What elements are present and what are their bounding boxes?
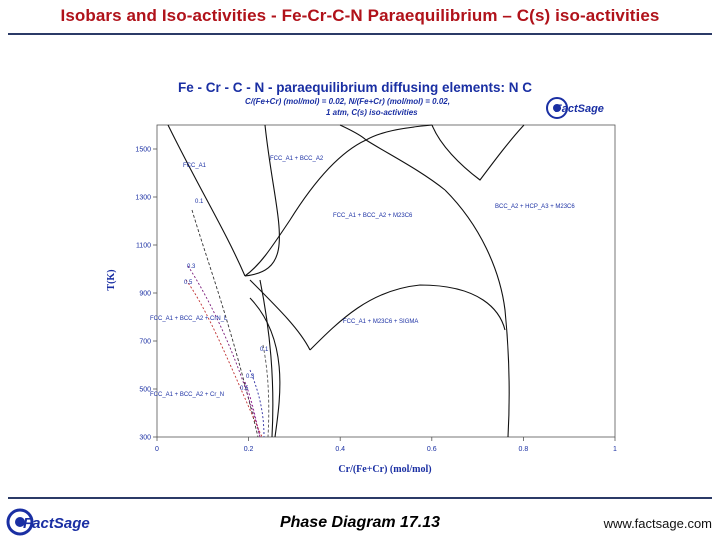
boundary-inner-dome	[250, 280, 310, 350]
activity-label: 0.3	[187, 264, 196, 270]
phase-label-fcc-bcc-crnl: FCC_A1 + BCC_A2 + CrN_L	[150, 316, 228, 322]
y-axis-label: T(K)	[106, 269, 117, 291]
x-tick-label: 0.2	[243, 446, 254, 453]
y-tick-label: 300	[139, 434, 151, 442]
x-tick-label: 0	[155, 446, 159, 453]
logo-text: FactSage	[23, 515, 90, 532]
iso-activity-lines	[186, 210, 269, 437]
x-axis	[155, 437, 617, 453]
phase-label-fcc-bcc-m23c6: FCC_A1 + BCC_A2 + M23C6	[333, 213, 413, 219]
y-tick-label: 1100	[135, 242, 151, 250]
diagram-logo	[547, 98, 604, 118]
footer-url[interactable]: www.factsage.com	[603, 516, 712, 531]
diagram-logo-text: FactSage	[555, 103, 604, 115]
phase-boundaries	[168, 125, 524, 437]
boundary-large-arc	[445, 190, 509, 437]
boundary-right-notch	[432, 125, 524, 180]
activity-label: 0.5	[184, 280, 193, 286]
iso-activity-line-0-5	[186, 280, 262, 437]
y-tick-label: 1300	[135, 194, 151, 202]
diagram-title: Fe - Cr - C - N - paraequilibrium diffusing elements: N C	[178, 80, 533, 95]
x-tick-label: 0.6	[426, 446, 437, 453]
activity-label: 0.3	[246, 374, 255, 380]
title-divider	[8, 33, 712, 35]
iso-activity-line-0-1	[192, 210, 258, 437]
boundary-right-top	[366, 140, 445, 190]
activity-label: 0.5	[240, 386, 249, 392]
x-tick-label: 0.4	[335, 446, 346, 453]
factsage-logo	[4, 506, 114, 538]
boundary-lower-center	[310, 285, 505, 350]
phase-labels	[150, 156, 575, 398]
y-tick-label: 500	[139, 386, 151, 394]
phase-label-fcc-m23c6-sigma: FCC_A1 + M23C6 + SIGMA	[343, 319, 419, 325]
slide-title: Isobars and Iso-activities - Fe-Cr-C-N Paraequilibrium – C(s) iso-activities	[60, 6, 660, 25]
plot-area	[157, 125, 615, 437]
boundary-center-top	[340, 125, 432, 140]
boundary-upper-left	[168, 125, 245, 276]
boundary-fcc-loop	[245, 125, 279, 276]
activity-labels	[184, 199, 269, 392]
y-tick-label: 700	[139, 338, 151, 346]
x-tick-label: 1	[613, 446, 617, 453]
iso-activity-line-low-1	[263, 345, 269, 437]
phase-label-bcc-hcp-m23c6: BCC_A2 + HCP_A3 + M23C6	[495, 204, 575, 210]
y-tick-label: 900	[139, 290, 151, 298]
x-tick-label: 0.8	[518, 446, 529, 453]
diagram-subtitle-line1: C/(Fe+Cr) (mol/mol) = 0.02, N/(Fe+Cr) (mol/mol) = 0.02,	[245, 97, 450, 106]
footer-divider	[8, 497, 712, 499]
y-tick-label: 1500	[135, 146, 151, 154]
phase-label-fcc: FCC_A1	[183, 163, 207, 169]
phase-label-fcc-bcc-crn: FCC_A1 + BCC_A2 + Cr_N	[150, 392, 225, 398]
x-axis-label: Cr/(Fe+Cr) (mol/mol)	[338, 464, 432, 475]
iso-activity-line-low-3	[250, 370, 264, 437]
diagram-subtitle-line2: 1 atm, C(s) iso-activities	[326, 108, 418, 117]
footer-caption: Phase Diagram 17.13	[279, 514, 441, 531]
phase-label-fcc-bcc: FCC_A1 + BCC_A2	[270, 156, 324, 162]
phase-diagram	[100, 70, 620, 485]
activity-label: 0.1	[260, 347, 269, 353]
activity-label: 0.1	[195, 199, 204, 205]
